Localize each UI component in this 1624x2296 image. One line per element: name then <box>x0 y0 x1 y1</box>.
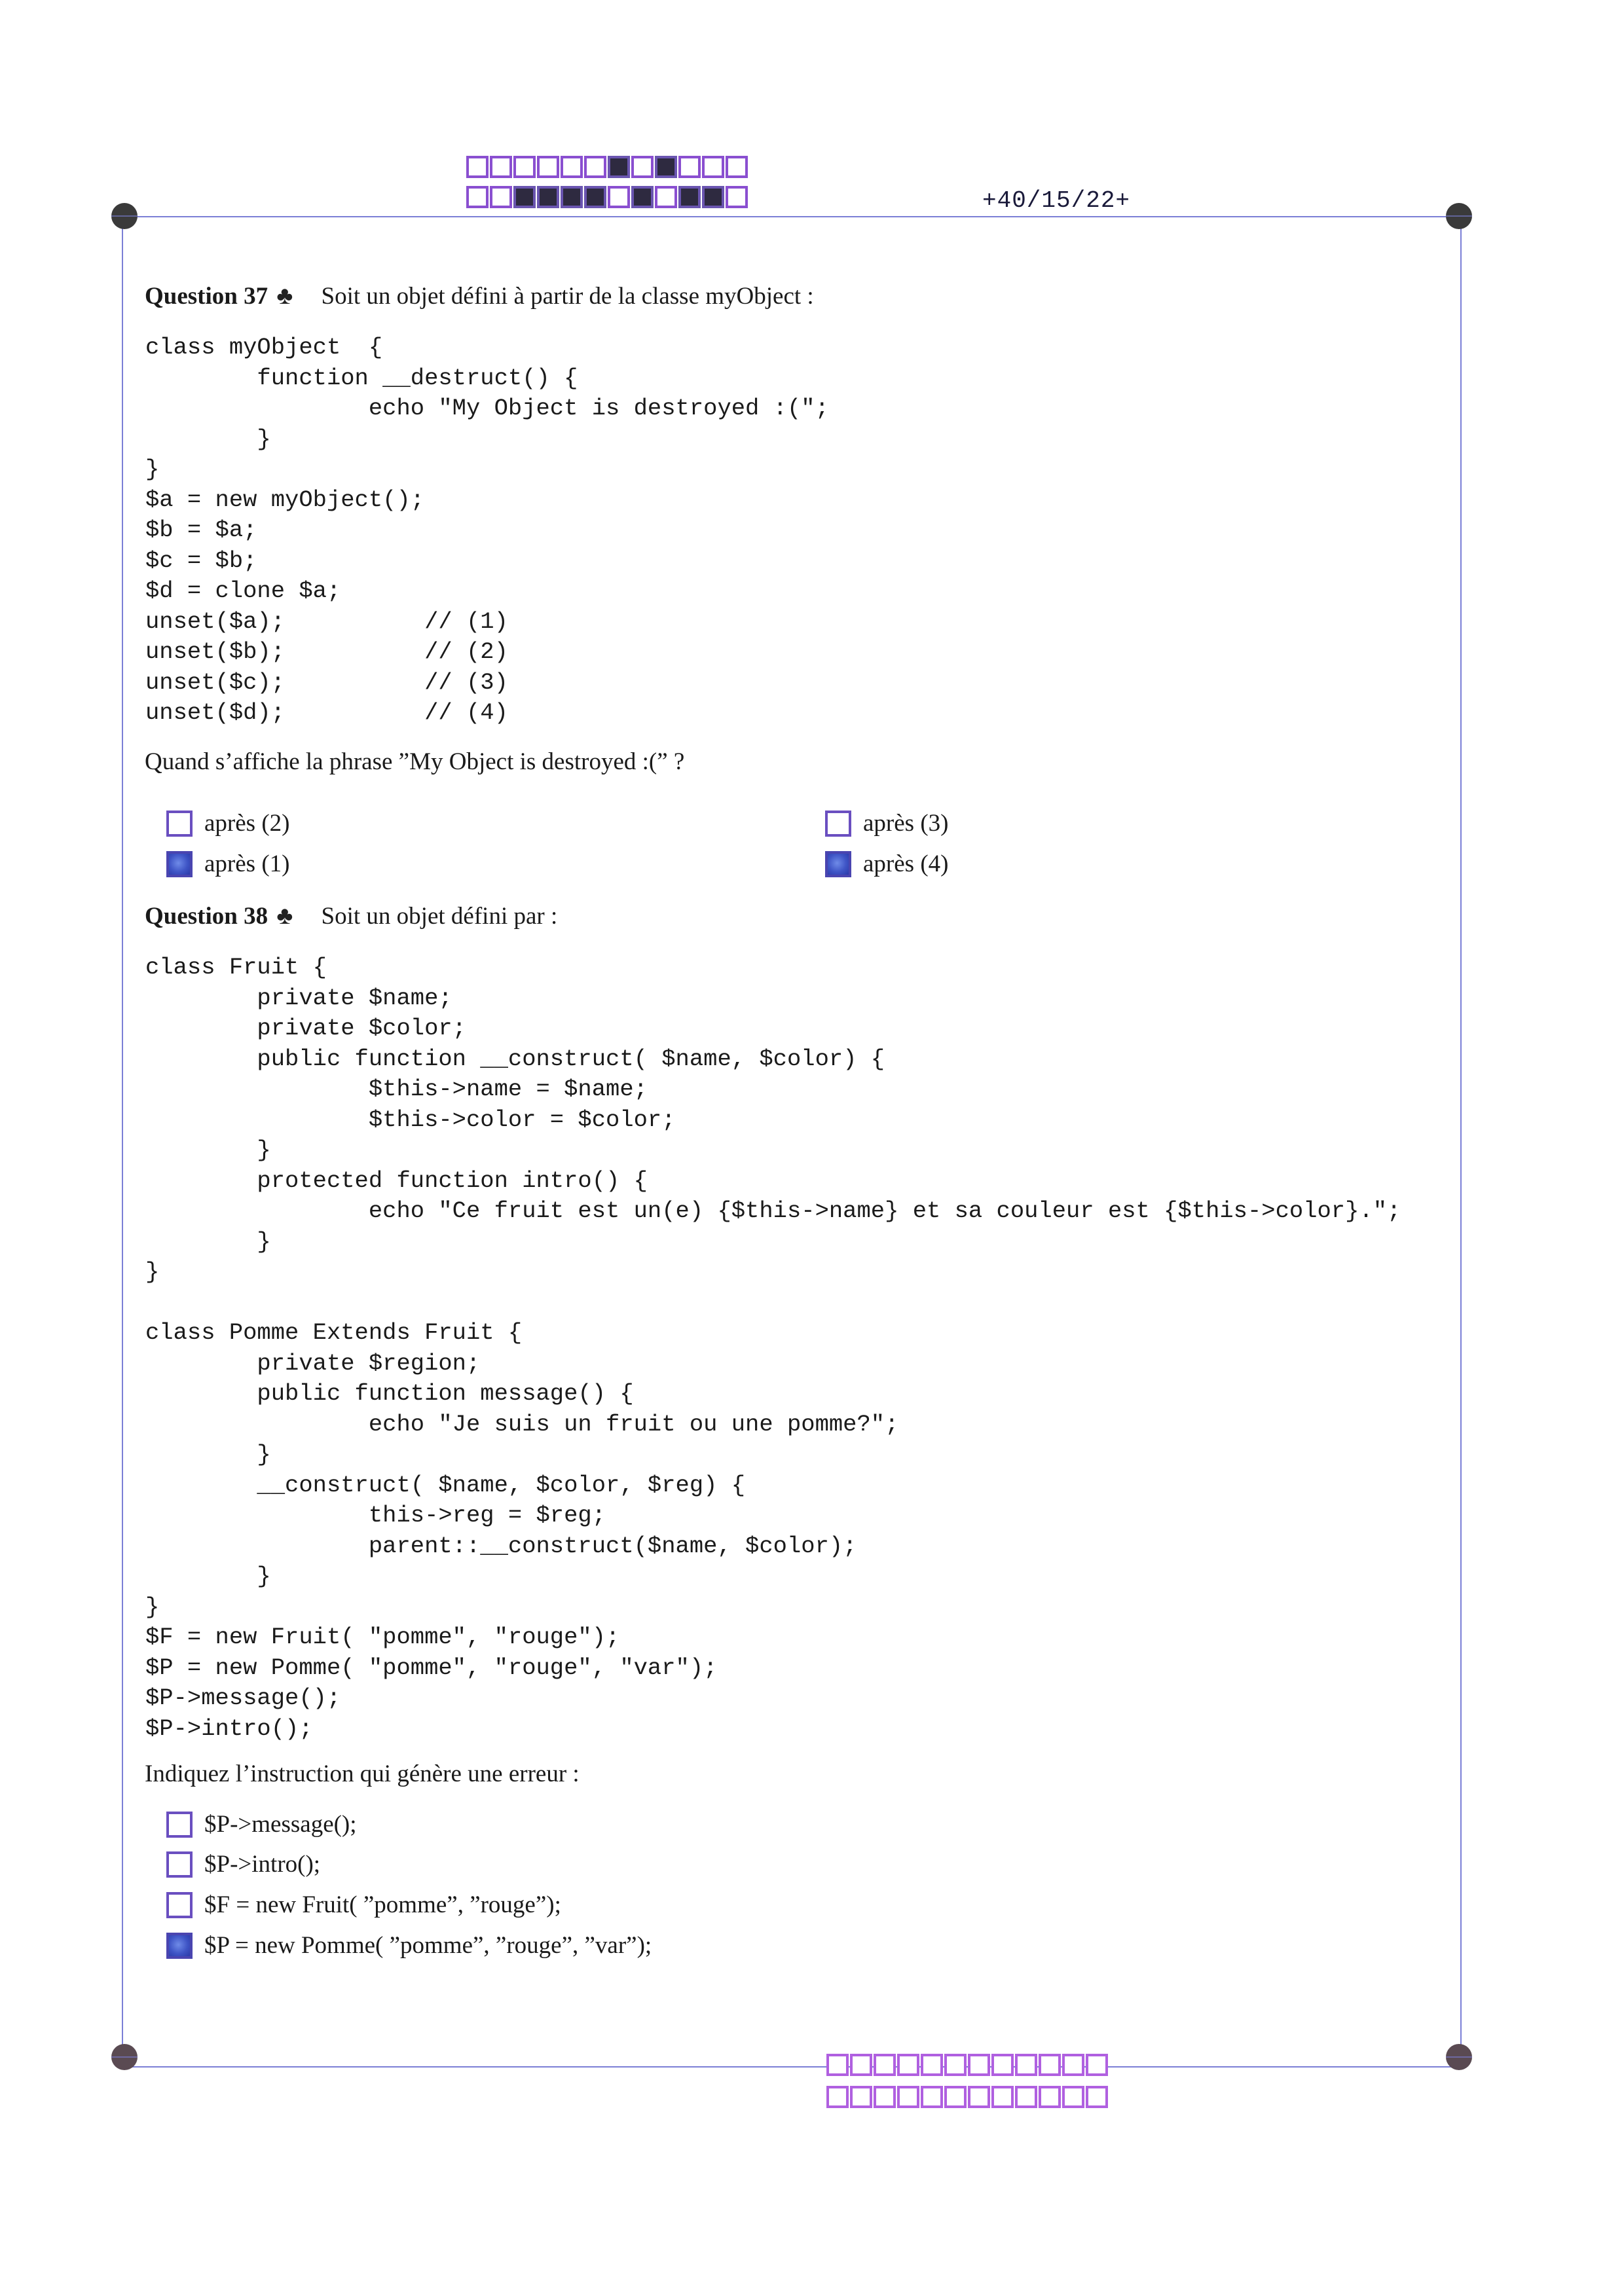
q37-choice-apres-4[interactable] <box>825 850 948 878</box>
choice-label: après (4) <box>863 850 949 877</box>
bottom-barcode-row-1 <box>826 2054 1109 2076</box>
q37-choice-apres-3[interactable] <box>825 809 948 837</box>
club-icon: ♣ <box>276 902 293 930</box>
choice-label: $P->intro(); <box>204 1851 321 1878</box>
checkbox-checked[interactable] <box>166 851 193 877</box>
corner-marker-bottom-left <box>111 2044 138 2070</box>
top-barcode-row-1 <box>466 156 749 178</box>
top-barcode-row-2 <box>466 186 749 208</box>
choice-label: après (3) <box>863 810 949 837</box>
checkbox-checked[interactable] <box>825 851 851 877</box>
corner-marker-bottom-right <box>1446 2044 1472 2070</box>
q37-choice-apres-2[interactable] <box>166 809 289 837</box>
checkbox[interactable] <box>166 1851 193 1878</box>
checkbox[interactable] <box>166 1812 193 1838</box>
bottom-barcode-row-2 <box>826 2086 1109 2108</box>
choice-label: après (2) <box>204 810 290 837</box>
checkbox[interactable] <box>166 1892 193 1918</box>
q37-choice-apres-1[interactable] <box>166 850 289 878</box>
question-37-code: class myObject { function __destruct() { echo "My Object is destroyed :("; } } $a = new myObject(); $b = $a; $c = $b; $d = clone $a; unset($a); // (1) unset($b); // (2) unset($c); // (3) unset($d); // (4) <box>145 334 829 726</box>
checkbox[interactable] <box>166 811 193 837</box>
choice-label: $P->message(); <box>204 1811 357 1838</box>
question-label: Question 37 <box>145 283 268 310</box>
choice-label: $F = new Fruit( ”pomme”, ”rouge”); <box>204 1891 561 1918</box>
choice-label: après (1) <box>204 850 290 877</box>
question-intro: Soit un objet défini à partir de la classe myObject : <box>321 283 814 310</box>
question-38-code: class Fruit { private $name; private $color; public function __construct( $name, $color) { $this->name = $name; $this->color = $color; } protected function intro() { echo "Ce fruit est un(e) {$this->name} et sa couleur est {$this->color}."; } } class Pomme Extends Fruit { private $region; public function message() { echo "Je suis un fruit ou une pomme?"; } __construct( $name, $color, $reg) { this->reg = $reg; parent::__construct($name, $color); } } $F = new Fruit( "pomme", "rouge"); $P = new Pomme( "pomme", "rouge", "var"); $P->message(); $P->intro(); <box>145 954 1401 1742</box>
q38-choice-3[interactable] <box>166 1891 561 1919</box>
choice-label: $P = new Pomme( ”pomme”, ”rouge”, ”var”); <box>204 1932 652 1959</box>
checkbox[interactable] <box>825 811 851 837</box>
q38-choice-1[interactable] <box>166 1810 357 1838</box>
corner-marker-top-left <box>111 203 138 229</box>
question-38-prompt: Indiquez l’instruction qui génère une erreur : <box>145 1760 580 1787</box>
question-37-header <box>145 282 814 310</box>
q38-choice-4[interactable] <box>166 1931 652 1959</box>
checkbox-checked[interactable] <box>166 1933 193 1959</box>
club-icon: ♣ <box>276 282 293 310</box>
copy-id: +40/15/22+ <box>982 187 1131 214</box>
q38-choice-2[interactable] <box>166 1850 320 1878</box>
question-label: Question 38 <box>145 903 268 930</box>
question-38-header <box>145 902 557 930</box>
question-37-prompt: Quand s’affiche la phrase ”My Object is destroyed :(” ? <box>145 748 685 775</box>
question-intro: Soit un objet défini par : <box>321 903 558 930</box>
corner-marker-top-right <box>1446 203 1472 229</box>
